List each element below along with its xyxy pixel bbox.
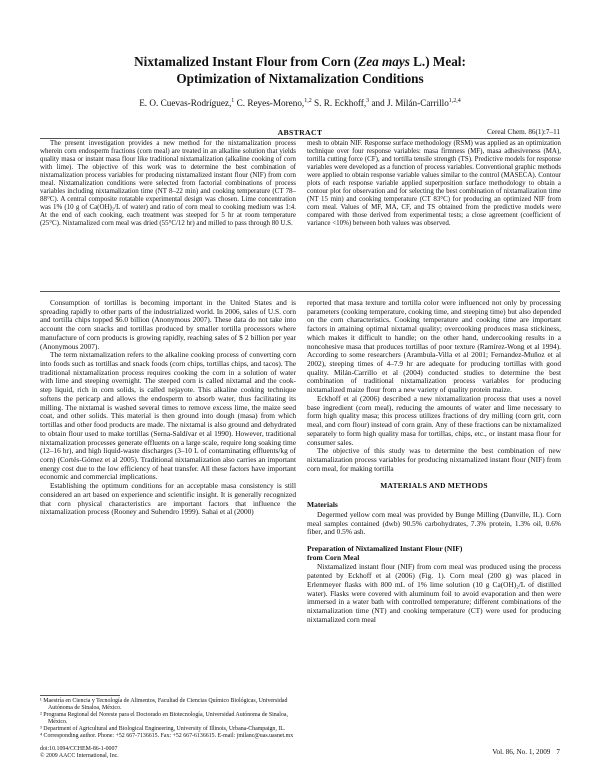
journal-citation: Cereal Chem. 86(1):7–11 xyxy=(487,128,560,136)
footnote-rule xyxy=(40,695,120,696)
abstract-paragraph: mesh to obtain NIF. Response surface methodology (RSM) was applied as an optimization technique over four response variables: masa firmness (MF), masa adhesiveness (MA), tortilla cutting force (CF), and tortilla tensile strength (TS). Predictive models for response variables were developed as a function of process variables. Conventional graphic methods were applied to obtain response variable values similar to the control (MASECA). Contour plots of each response variable applied superposition surface methodology to obtain a contour plot for observation and for selecting the best combination of nixtamalization time (NT 15 min) and cooking temperature (CT 83°C) for producing an optimized NIF from corn meal. Values of MF, MA, CF, and TS obtained from the predictive models were compared with those derived from experimental tests; a close agreement (coefficient of variance <10%) between both values was observed. xyxy=(307,139,561,228)
body-right-column xyxy=(307,299,561,624)
body-paragraph: reported that masa texture and tortilla color were influenced not only by processing parameters (cooking temperature, cooking time, and steeping time) but also depended on the corn characteristics. Cooking temperature and cooking time are important factors in attaining optimal nixtamal quality; overcooking produces masa stickiness, which makes it difficult to handle; on the other hand, undercooking results in a noncohesive masa that produces tortillas of poor texture (Ramírez-Wong et al 1994). According to some researchers (Arambula-Villa et al 2001; Fernandez-Muñoz et al 2002), steeping times of 4–7.9 hr are adequate for producing tortillas with good quality. Milán-Carrillo et al (2004) conducted studies to determine the best combination of traditional nixtamalization process variables for producing nixtamalized maize flour from a new variety of quality protein maize. xyxy=(307,298,561,395)
species-name: Zea mays xyxy=(358,54,410,69)
subsection-heading: Preparation of Nixtamalized Instant Flour (NIF) xyxy=(307,543,463,553)
title-line-2: Optimization of Nixtamalization Conditions xyxy=(176,71,424,86)
body-paragraph: Nixtamalized instant flour (NIF) from corn meal was produced using the process patented by Eckhoff et al (2006) (Fig. 1). Corn meal (200 g) was placed in Erlenmeyer flasks with 800 mL of 1% lime solution (10 g Ca(OH)₂/L of distilled water). Flasks were covered with aluminum foil to avoid evaporation and then were immersed in a water bath with controlled temperature; different combinations of the nixtamalization time (NT) and cooking temperature (CT) were used for producing nixtamalized corn meal xyxy=(307,562,561,624)
footnote: ⁴ Corresponding author. Phone: +52 667-7136615. Fax: +52 667-6136615. E-mail: jmilanc@uas.uasnet.mx xyxy=(40,733,294,740)
abstract-paragraph: The present investigation provides a new method for the nixtamalization process wherein corn endosperm fractions (corn meal) are treated in an alkaline solution that yields quality masa or instant masa flour like traditional nixtamalization (alkaline cooking of corn with lime). The objective of this work was to determine the best combination of nixtamalization process variables for producing nixtamalized instant flour (NIF) from corn meal. Nixtamalization conditions were selected from factorial combinations of process variables including nixtamalization time (NT 8–22 min) and cooking temperature (CT 78–88°C). A central composite rotatable experimental design was chosen. Lime concentration was 1% (10 g of Ca(OH)₂/L of water) and ratio of corn meal to cooking medium was 1:4. At the end of each cooking, each treatment was steeped for 5 hr at room temperature (25°C). Nixtamalized corn meal was dried (55°C/12 hr) and milled to pass through 80 U.S. xyxy=(40,139,296,228)
footnote: ² Programa Regional del Noreste para el Doctorado en Biotecnología, Universidad Autónoma de Sinaloa, México. xyxy=(40,712,288,726)
footnote: ³ Department of Agricultural and Biological Engineering, University of Illinois, Urbana-Champaign, IL. xyxy=(40,726,286,733)
body-paragraph: Establishing the optimum conditions for an acceptable masa consistency is still considered an art based on experience and scientific insight. It is generally recognized that corn physical characteristics are important factors that influence the nixtamalization process (Rooney and Suhendro 1999). Sahai et al (2000) xyxy=(40,481,296,517)
body-paragraph: The objective of this study was to determine the best combination of new nixtamalization process variables for producing nixtamalized instant flour (NIF) from corn meal, for making tortilla xyxy=(307,446,561,473)
body-left-column xyxy=(40,299,296,517)
footnotes xyxy=(40,698,296,741)
abstract-bottom-rule xyxy=(40,291,560,292)
subsection-heading: Materials xyxy=(307,500,338,510)
subsection-heading: from Corn Meal xyxy=(307,552,360,562)
page-number: 7 xyxy=(556,748,560,756)
body-paragraph: Eckhoff et al (2006) described a new nixtamalization process that uses a novel base ingredient (corn meal), reducing the amounts of water and lime necessary to form high quality masa; this process utilizes fractions of dry milling (corn grit, corn meal, and corn flour) instead of corn grain. Any of these fractions can be nixtamalized separately to form high quality masa for tortillas, chips, etc., or instant masa flour for consumer sales. xyxy=(307,393,561,447)
footnote: ¹ Maestría en Ciencia y Tecnología de Alimentos, Facultad de Ciencias Químico Biológicas, Universidad Autónoma de Sinaloa, México. xyxy=(40,698,288,712)
section-heading: MATERIALS AND METHODS xyxy=(380,481,488,491)
title-line-1: Nixtamalized Instant Flour from Corn (Zea mays L.) Meal: xyxy=(134,54,466,69)
doi: doi:10.1094/CCHEM-86-1-0007 xyxy=(40,746,118,752)
author-list: E. O. Cuevas-Rodríguez,$^1$ C. Reyes-Moreno,$^{1,2}$ S. R. Eckhoff,$^3$ and J. Milán-Carrillo$^{1,2,4}$ xyxy=(139,98,461,109)
page-footer xyxy=(492,748,560,756)
body-paragraph: Degermed yellow corn meal was provided by Bunge Milling (Danville, IL). Corn meal samples contained (dwb) 90.5% carbohydrates, 7.3% protein, 1.3% oil, 0.6% fiber, and 0.5% ash. xyxy=(307,509,561,537)
abstract-right-column xyxy=(307,139,561,228)
abstract-heading: ABSTRACT xyxy=(277,128,323,137)
body-paragraph: The term nixtamalization refers to the alkaline cooking process of converting corn into foods such as tortillas and snack foods (corn chips, tortillas chips, and tacos). The traditional nixtamalization process requires cooking the corn in a solution of water with lime and steeping overnight. The steeped corn is called nixtamal and the cook-step liquid, rich in corn solids, is called nejayote. This alkaline cooking technique softens the pericarp and allows the endosperm to absorb water, thus facilitating its milling. The nixtamal is washed several times to remove excess lime, the maize seed coat, and other solids. This material is then ground into dough (masa) from which tortillas and other food products are made. The nixtamal is also ground and dehydrated to obtain flour used to make tortillas (Serna-Saldívar et al 1990). However, traditional nixtamalization processes generate effluents on a large scale, require long soaking time (12–16 hr), and high liquid-waste discharges (3–10 L of contaminating effluents/kg of corn) (Cortés-Gómez et al 2005). Traditional nixtamalization also carries an important energy cost due to the low efficiency of heat transfer. All these factors have important economic and commercial implications. xyxy=(40,350,296,482)
body-paragraph: Consumption of tortillas is becoming important in the United States and is spreading rapidly to other parts of the industrialized world. In 2006, sales of U.S. corn and tortilla chips topped $6.0 billion (Anonymous 2007). These data do not take into account the corn snacks and tortillas produced by smaller tortilla processors where manufacture of corn products is growing rapidly, reaching sales of $ 2 billion per year (Anonymous 2007). xyxy=(40,298,296,351)
copyright: © 2009 AACC International, Inc. xyxy=(40,753,119,760)
doi-block xyxy=(40,746,119,761)
paper-title xyxy=(40,53,560,87)
abstract-left-column xyxy=(40,139,296,228)
volume-info: Vol. 86, No. 1, 2009 xyxy=(492,748,551,756)
